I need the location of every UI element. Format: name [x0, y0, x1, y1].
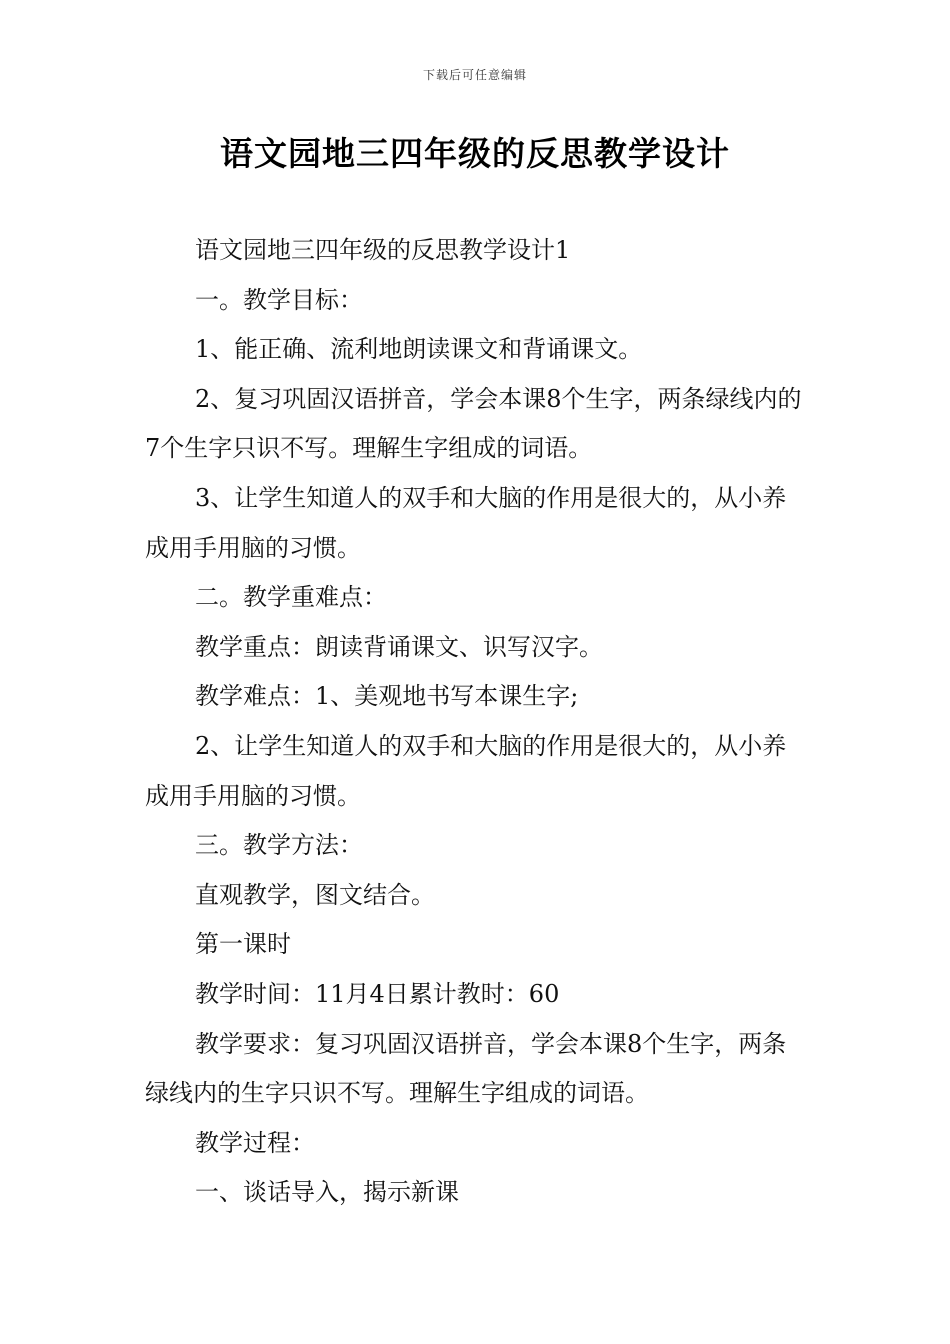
- paragraph-difficulty-1: 教学难点：1、美观地书写本课生字;: [195, 682, 579, 711]
- paragraph-lesson-time: 教学时间：11月4日累计教时：60: [195, 979, 560, 1008]
- paragraph-goal-1: 1、能正确、流利地朗读课文和背诵课文。: [195, 335, 643, 364]
- paragraph-method: 直观教学，图文结合。: [195, 880, 435, 909]
- paragraph-goal-3: 3、让学生知道人的双手和大脑的作用是很大的，从小养成用手用脑的习惯。: [145, 483, 787, 562]
- paragraph-section-methods: 三。教学方法：: [195, 831, 363, 860]
- paragraph-difficulty-2: 2、让学生知道人的双手和大脑的作用是很大的，从小养成用手用脑的习惯。: [145, 731, 787, 810]
- paragraph-section-goals: 一。教学目标：: [195, 285, 363, 314]
- paragraph-keypoint: 教学重点：朗读背诵课文、识写汉字。: [195, 632, 603, 661]
- paragraph-goal-2: 2、复习巩固汉语拼音，学会本课8个生字，两条绿线内的7个生字只识不写。理解生字组成的词语。: [145, 384, 802, 463]
- document-title: 语文园地三四年级的反思教学设计: [220, 134, 730, 173]
- paragraph-process-step-1: 一、谈话导入，揭示新课: [195, 1178, 459, 1207]
- header-note: 下载后可任意编辑: [422, 68, 527, 82]
- paragraph-section-keypoints: 二。教学重难点：: [195, 583, 387, 612]
- paragraph-lesson-requirements: 教学要求：复习巩固汉语拼音，学会本课8个生字，两条绿线内的生字只识不写。理解生字组成的词语。: [145, 1029, 787, 1108]
- paragraph-process-heading: 教学过程：: [195, 1128, 315, 1157]
- paragraph-subtitle: 语文园地三四年级的反思教学设计1: [195, 236, 571, 264]
- paragraph-lesson-heading: 第一课时: [195, 930, 291, 959]
- document-body: [145, 226, 810, 1218]
